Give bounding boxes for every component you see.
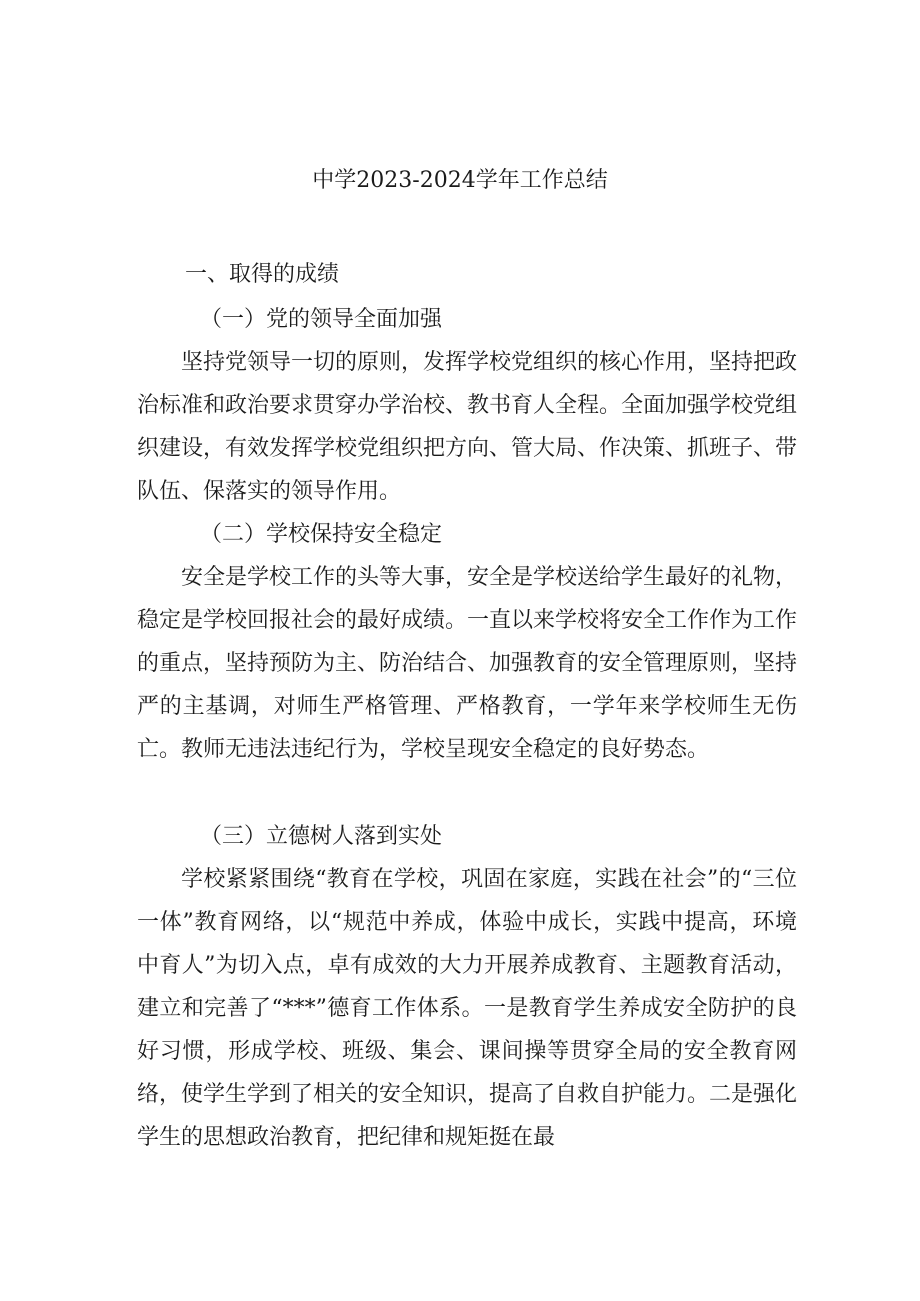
document-title: 中学2023-2024学年工作总结: [312, 168, 608, 193]
paragraph-safety: 安全是学校工作的头等大事，安全是学校送给学生最好的礼物，稳定是学校回报社会的最好成绩。一直以来学校将安全工作作为工作的重点，坚持预防为主、防治结合、加强教育的安全管理原则，坚持严的主基调，对师生严格管理、严格教育，一学年来学校师生无伤亡。教师无违法违纪行为，学校呈现安全稳定的良好势态。: [137, 565, 798, 762]
subsection-heading-moral-education: （三）立德树人落到实处: [200, 824, 443, 849]
subsection-heading-party-leadership: （一）党的领导全面加强: [200, 307, 443, 332]
paragraph-party-leadership: 坚持党领导一切的原则，发挥学校党组织的核心作用，坚持把政治标准和政治要求贯穿办学治校、教书育人全程。全面加强学校党组织建设，有效发挥学校党组织把方向、管大局、作决策、抓班子、带队伍、保落实的领导作用。: [137, 350, 798, 504]
subsection-heading-safety: （二）学校保持安全稳定: [200, 522, 443, 547]
paragraph-moral-education: 学校紧紧围绕“教育在学校，巩固在家庭，实践在社会”的“三位一体”教育网络，以“规范中养成，体验中成长，实践中提高，环境中育人”为切入点，卓有成效的大力开展养成教育、主题教育活动，建立和完善了“***”德育工作体系。一是教育学生养成安全防护的良好习惯，形成学校、班级、集会、课间操等贯穿全局的安全教育网络，使学生学到了相关的安全知识，提高了自救自护能力。二是强化学生的思想政治教育，把纪律和规矩挺在最: [137, 867, 798, 1150]
section-heading-achievements: 一、取得的成绩: [185, 262, 340, 287]
